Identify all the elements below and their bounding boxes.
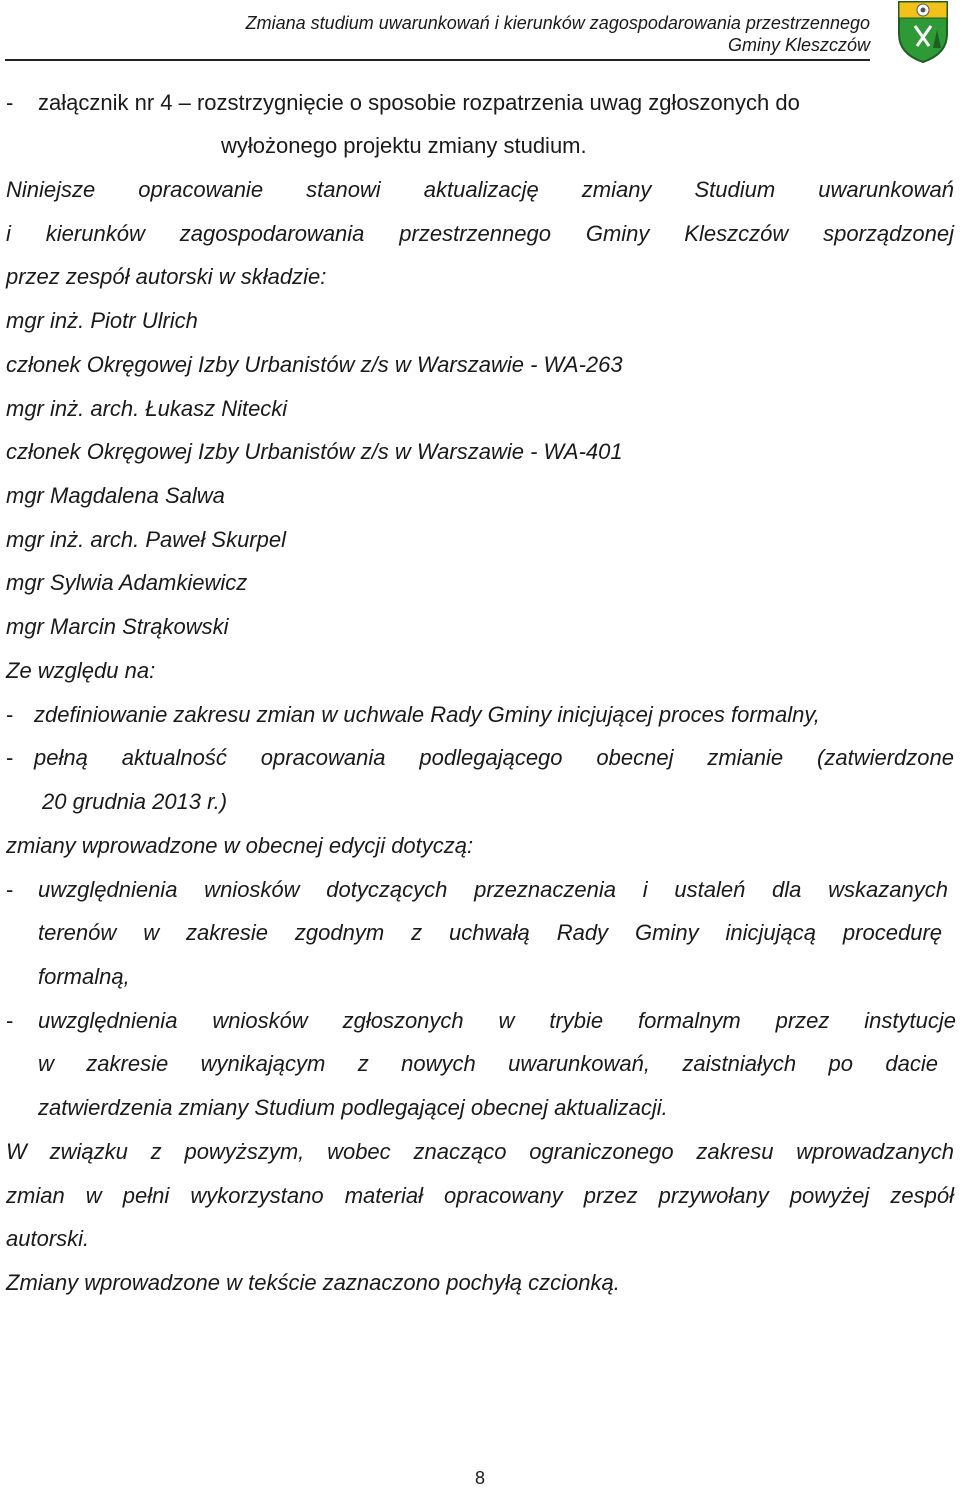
author-6-name: mgr Marcin Strąkowski [6, 614, 229, 639]
intro-line3: przez zespół autorski w składzie: [6, 264, 327, 289]
change-2-line2: w zakresie wynikającym z nowych uwarunkowań, zaistniałych po dacie [38, 1051, 938, 1076]
change-1-line2: terenów w zakresie zgodnym z uchwałą Rady Gminy inicjującą procedurę [38, 920, 942, 945]
reason-2-line2: 20 grudnia 2013 r.) [42, 789, 228, 814]
author-2-role: członek Okręgowej Izby Urbanistów z/s w Warszawie - WA-401 [6, 439, 623, 464]
change-2-line3: zatwierdzenia zmiany Studium podlegającej obecnej aktualizacji. [38, 1095, 668, 1120]
annex-item-line1: załącznik nr 4 – rozstrzygnięcie o sposobie rozpatrzenia uwag zgłoszonych do [38, 90, 800, 115]
page-number: 8 [474, 1468, 485, 1488]
list-dash: - [6, 90, 14, 115]
author-4-name: mgr inż. arch. Paweł Skurpel [6, 527, 286, 552]
author-1-name: mgr inż. Piotr Ulrich [6, 308, 198, 333]
changes-heading: zmiany wprowadzone w obecnej edycji dotyczą: [6, 833, 474, 858]
reason-heading: Ze względu na: [6, 658, 156, 683]
author-3-name: mgr Magdalena Salwa [6, 483, 225, 508]
header-title-line2: Gminy Kleszczów [727, 35, 870, 55]
author-5-name: mgr Sylwia Adamkiewicz [6, 570, 248, 595]
author-1-role: członek Okręgowej Izby Urbanistów z/s w Warszawie - WA-263 [6, 352, 623, 377]
change-1-line3: formalną, [38, 964, 130, 989]
change-2-line1: uwzględnienia wniosków zgłoszonych w trybie formalnym przez instytucje [38, 1008, 956, 1033]
header-title [246, 12, 870, 56]
change-1-line1: uwzględnienia wniosków dotyczących przeznaczenia i ustaleń dla wskazanych [38, 877, 948, 902]
municipal-crest-icon [897, 0, 949, 64]
closing-line2: zmian w pełni wykorzystano materiał opracowany przez przywołany powyżej zespół [6, 1183, 954, 1208]
header-rule [5, 59, 870, 61]
closing-line3: autorski. [6, 1226, 90, 1251]
closing-line1: W związku z powyższym, wobec znacząco ograniczonego zakresu wprowadzanych [6, 1139, 954, 1164]
italic-note: Zmiany wprowadzone w tekście zaznaczono pochyłą czcionką. [6, 1270, 620, 1295]
intro-line2: i kierunków zagospodarowania przestrzennego Gminy Kleszczów sporządzonej [6, 221, 954, 246]
list-dash: - [6, 877, 14, 902]
reason-2-line1: pełną aktualność opracowania podlegającego obecnej zmianie (zatwierdzone [34, 745, 954, 770]
reason-1: zdefiniowanie zakresu zmian w uchwale Rady Gminy inicjującej proces formalny, [34, 702, 820, 727]
intro-line1: Niniejsze opracowanie stanowi aktualizację zmiany Studium uwarunkowań [6, 177, 954, 202]
author-2-name: mgr inż. arch. Łukasz Nitecki [6, 396, 288, 421]
list-dash: - [6, 702, 14, 727]
annex-item-line2: wyłożonego projektu zmiany studium. [221, 133, 587, 158]
page-header [0, 0, 960, 66]
list-dash: - [6, 1008, 14, 1033]
header-title-line1: Zmiana studium uwarunkowań i kierunków zagospodarowania przestrzennego [245, 13, 870, 33]
list-dash: - [6, 745, 14, 770]
